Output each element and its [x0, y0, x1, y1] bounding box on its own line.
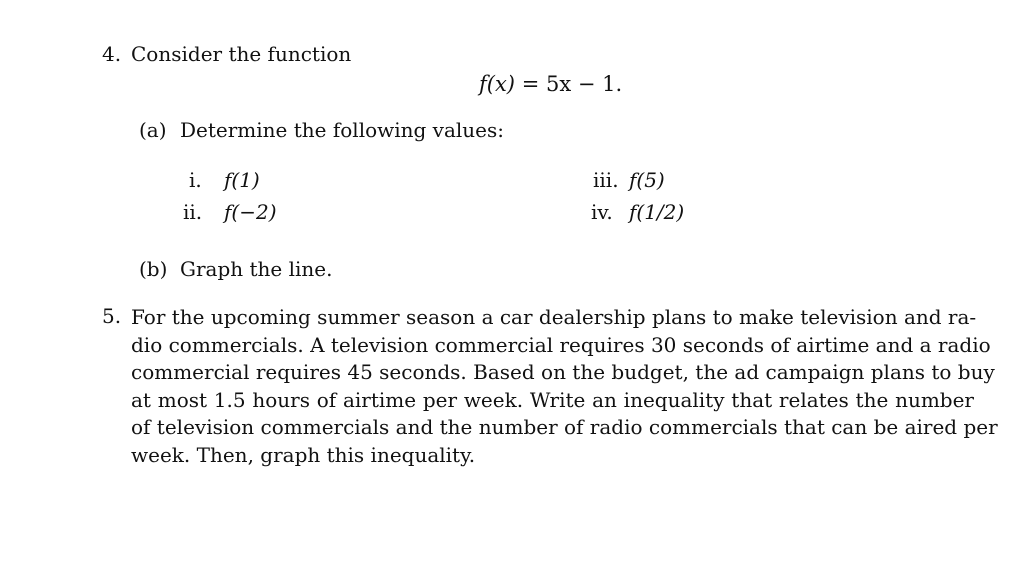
item-i-expression: f(1): [224, 168, 260, 192]
item-iv-number: iv.: [591, 200, 613, 224]
question-4-number: 4.: [102, 42, 122, 66]
paragraph-line: of television commercials and the number of radio commercials that can be aired per: [131, 415, 998, 440]
function-equation: [479, 72, 622, 96]
paragraph-line: at most 1.5 hours of airtime per week. Write an inequality that relates the number: [131, 387, 974, 412]
item-i-number: i.: [189, 168, 202, 192]
paragraph-line: dio commercials. A television commercial requires 30 seconds of airtime and a radio: [131, 332, 991, 357]
part-b-text: Graph the line.: [180, 257, 333, 281]
item-iii-expression: f(5): [629, 168, 665, 192]
equation-lhs: f(x): [479, 72, 516, 96]
question-5-number: 5.: [102, 304, 122, 328]
item-ii-expression: f(−2): [224, 200, 277, 224]
question-5-paragraph: [131, 304, 998, 470]
equation-rhs: = 5x − 1.: [521, 72, 623, 96]
part-a-text: Determine the following values:: [180, 118, 505, 142]
part-b-label: (b): [139, 257, 168, 281]
question-4-text: Consider the function: [131, 42, 352, 66]
paragraph-line: For the upcoming summer season a car dealership plans to make television and ra-: [131, 305, 977, 329]
part-a-label: (a): [139, 118, 167, 142]
paragraph-line: week. Then, graph this inequality.: [131, 442, 476, 467]
item-iv-expression: f(1/2): [629, 200, 685, 224]
paragraph-line: commercial requires 45 seconds. Based on the budget, the ad campaign plans to buy: [131, 360, 995, 385]
item-iii-number: iii.: [593, 168, 619, 192]
item-ii-number: ii.: [183, 200, 203, 224]
